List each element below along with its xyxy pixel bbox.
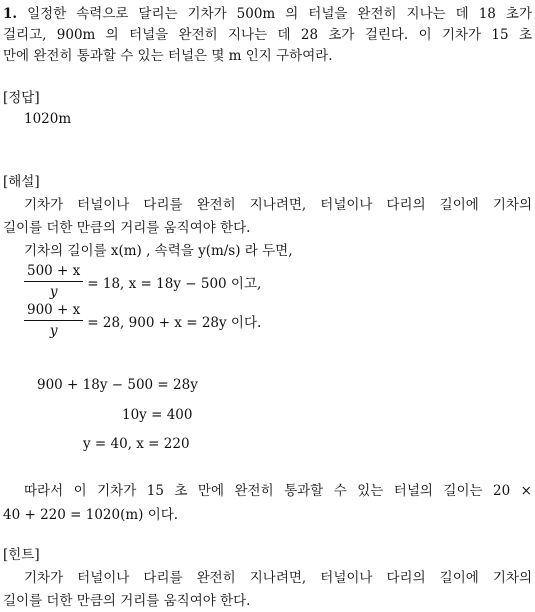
problem-line-1 xyxy=(3,4,532,24)
hint-heading: [힌트] xyxy=(3,547,40,563)
fraction-2-rest: = 28, 900 + x = 28y 이다. xyxy=(87,314,262,331)
answer-heading: [정답] xyxy=(3,90,40,106)
fraction-1-rest: = 18, x = 18y − 500 이고, xyxy=(87,275,262,292)
answer-value: 1020m xyxy=(24,111,72,127)
hint-line-1: 기차가 터널이나 다리를 완전히 지나려면, 터널이나 다리의 길이에 기차의 xyxy=(24,570,532,586)
problem-number: 1. xyxy=(3,6,18,22)
explanation-para1-line2: 길이를 더한 만큼의 거리를 움직여야 한다. xyxy=(3,220,251,236)
fraction-1 xyxy=(24,262,83,301)
fraction-1-numerator: 500 + x xyxy=(24,262,83,282)
fraction-2-numerator: 900 + x xyxy=(24,301,83,321)
equation-line-2: 10y = 400 xyxy=(122,407,193,423)
problem-line-3: 만에 완전히 통과할 수 있는 터널은 몇 m 인지 구하여라. xyxy=(3,48,333,64)
hint-line-2: 길이를 더한 만큼의 거리를 움직여야 한다. xyxy=(3,593,251,609)
explanation-heading: [해설] xyxy=(3,174,40,190)
problem-line-2: 걸리고, 900m 의 터널을 완전히 지나는 데 28 초가 걸린다. 이 기차가 15 초 xyxy=(3,27,532,43)
problem-text-1: 일정한 속력으로 달리는 기차가 500m 의 터널을 완전히 지나는 데 18 초가 xyxy=(27,6,532,22)
fraction-1-denominator: y xyxy=(49,284,58,300)
conclusion-line-2: 40 + 220 = 1020(m) 이다. xyxy=(3,507,179,523)
explanation-para1-line1: 기차가 터널이나 다리를 완전히 지나려면, 터널이나 다리의 길이에 기차의 xyxy=(24,197,532,213)
fraction-2-denominator: y xyxy=(49,323,58,339)
explanation-intro: 기차의 길이를 x(m) , 속력을 y(m/s) 라 두면, xyxy=(24,243,293,259)
equation-line-3: y = 40, x = 220 xyxy=(83,436,190,452)
fraction-equation-2 xyxy=(24,301,261,340)
conclusion-line-1: 따라서 이 기차가 15 초 만에 완전히 통과할 수 있는 터널의 길이는 20 × xyxy=(24,483,532,499)
equation-line-1: 900 + 18y − 500 = 28y xyxy=(37,377,198,393)
fraction-equation-1 xyxy=(24,262,261,301)
fraction-2 xyxy=(24,301,83,340)
